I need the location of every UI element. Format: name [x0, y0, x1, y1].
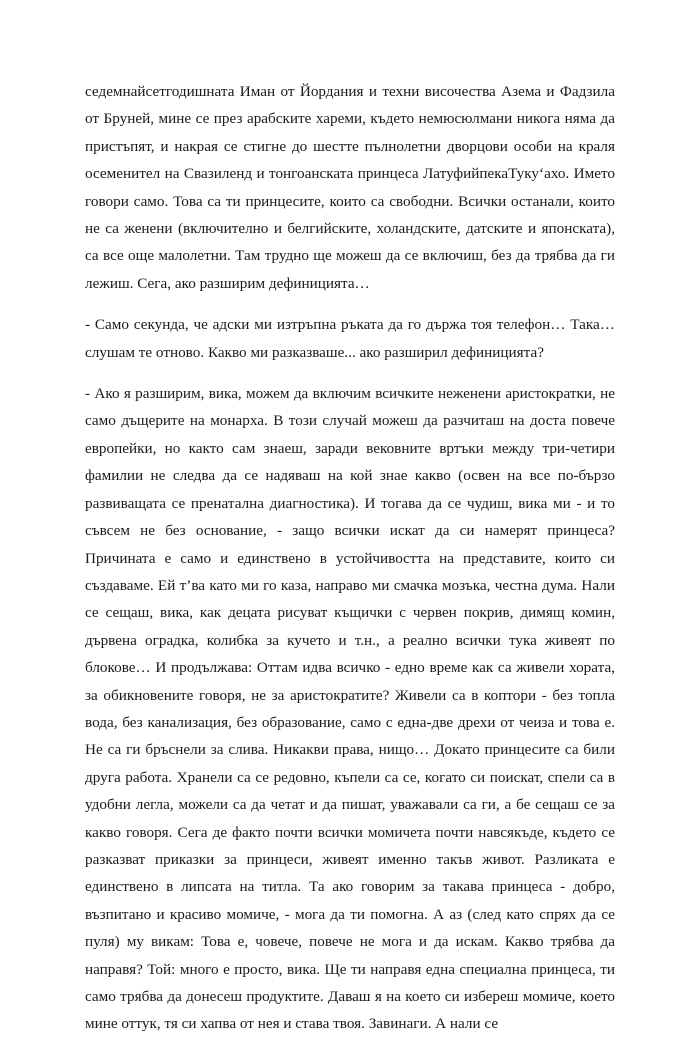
document-page [85, 78, 615, 1052]
paragraph-2: - Само секунда, че адски ми изтръпна ръката да го държа тоя телефон… Така… слушам те отново. Какво ми разказваше... ако разширил дефиницията? [85, 316, 615, 361]
paragraph-3: - Ако я разширим, вика, можем да включим всичките неженени аристократки, не само дъщерите на монарха. В този случай можеш да разчиташ на доста повече европейки, но както сам знаеш, заради вековните вртъки между три-четири фамилии не следва да се надяваш на кой знае какво (освен на все по-бързо развиващата се пренатална диагностика). И тогава да се чудиш, вика ми - и то съвсем не без основание, - защо всички искат да си намерят принцеса? Причината е само и единствено в устойчивостта на представите, които си създаваме. Ей т’ва като ми го каза, направо ми смачка мозъка, честна дума. Нали се сещаш, вика, как децата рисуват къщички с червен покрив, димящ комин, дървена оградка, колибка за кучето и т.н., а реално всички тука живеят по блокове… И продължава: Оттам идва всичко - едно време как са живели хората, за обикновените говоря, не за аристократите? Живели са в коптори - без топла вода, без канализация, без образование, само с една-две дрехи от чеиза и това е. Не са ги бръснели за слива. Никакви права, нищо… Докато принцесите са били друга работа. Хранели са се редовно, къпели са се, когато си поискат, спели са в удобни легла, можели са да четат и да пишат, уважавали са ги, а бе сещаш се за какво говоря. Сега де факто почти всички момичета почти навсякъде, където се разказват приказки за принцеси, живеят именно такъв живот. Разликата е единствено в липсата на титла. Та ако говорим за такава принцеса - добро, възпитано и красиво момиче, - мога да ти помогна. А аз (след като спрях да се пуля) му викам: Това е, човече, повече не мога и да искам. Какво трябва да направя? Той: много е просто, вика. Ще ти направя една специална принцеса, ти само трябва да донесеш продуктите. Даваш я на което си избереш момиче, което мине оттук, тя си хапва от нея и става твоя. Завинаги. А нали се [85, 385, 615, 1033]
paragraph-1: седемнайсетгодишната Иман от Йордания и техни височества Азема и Фадзила от Бруней, мине се през арабските хареми, където немюсюлмани никога няма да пристъпят, и накрая се стигне до шестте пълнолетни дворцови особи на краля осеменител на Свазиленд и тонгоанската принцеса ЛатуфийпекаТуку‘ахо. Името говори само. Това са ти принцесите, които са свободни. Всички останали, които не са женени (включително и белгийските, холандските, датските и японската), са все още малолетни. Там трудно ще можеш да се включиш, без да трябва да ги лежиш. Сега, ако разширим дефиницията… [85, 83, 615, 292]
